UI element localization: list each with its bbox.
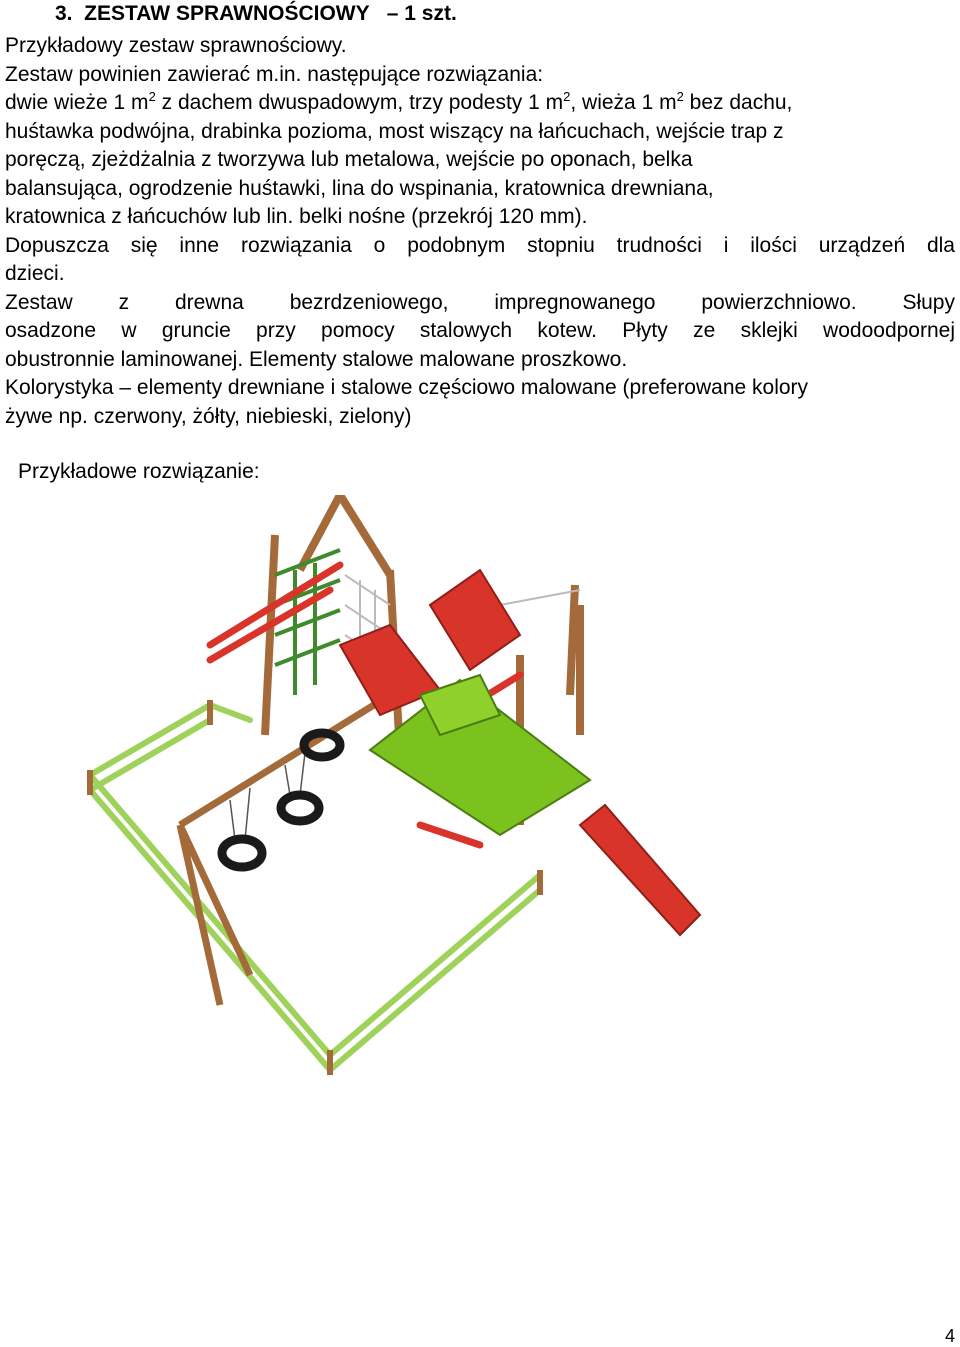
body-line: kratownica z łańcuchów lub lin. belki nośne (przekrój 120 mm). (5, 205, 588, 228)
body-line-justified: Dopuszcza się inne rozwiązania o podobnym stopniu trudności i ilości urządzeń dla (5, 234, 955, 257)
body-line: Przykładowy zestaw sprawnościowy. (5, 34, 347, 57)
body-line: balansująca, ogrodzenie huśtawki, lina do wspinania, kratownica drewniana, (5, 177, 714, 200)
body-line-with-superscripts: dwie wieże 1 $m^2$ z dachem dwuspadowym, trzy podesty 1 $m^2$, wieża 1 $m^2$ bez dachu, (5, 89, 793, 114)
tire-swing-icon (222, 839, 262, 867)
body-line: Zestaw powinien zawierać m.in. następujące rozwiązania: (5, 63, 544, 86)
body-line-justified: osadzone w gruncie przy pomocy stalowych kotew. Płyty ze sklejki wodoodpornej (5, 319, 955, 342)
page-number: 4 (944, 1326, 955, 1346)
body-line: Kolorystyka – elementy drewniane i stalowe częściowo malowane (preferowane kolory (5, 376, 809, 399)
body-line: żywe np. czerwony, żółty, niebieski, zielony) (5, 405, 412, 428)
body-line: obustronnie laminowanej. Elementy stalowe malowane proszkowo. (5, 348, 628, 371)
slide-red (580, 805, 700, 935)
section-heading: 3. ZESTAW SPRAWNOŚCIOWY – 1 szt. (55, 2, 457, 25)
roof-right (430, 570, 520, 670)
playground-illustration (60, 495, 720, 1085)
body-line: dzieci. (5, 262, 65, 285)
body-line-justified: Zestaw z drewna bezrdzeniowego, impregnowanego powierzchniowo. Słupy (5, 291, 955, 314)
body-line: poręczą, zjeżdżalnia z tworzywa lub metalowa, wejście po oponach, belka (5, 148, 693, 171)
example-label: Przykładowe rozwiązanie: (18, 460, 260, 483)
tire-swing-icon (281, 795, 319, 821)
swing-frame (180, 695, 390, 1005)
body-line: huśtawka podwójna, drabinka pozioma, most wiszący na łańcuchach, wejście trap z (5, 120, 784, 143)
